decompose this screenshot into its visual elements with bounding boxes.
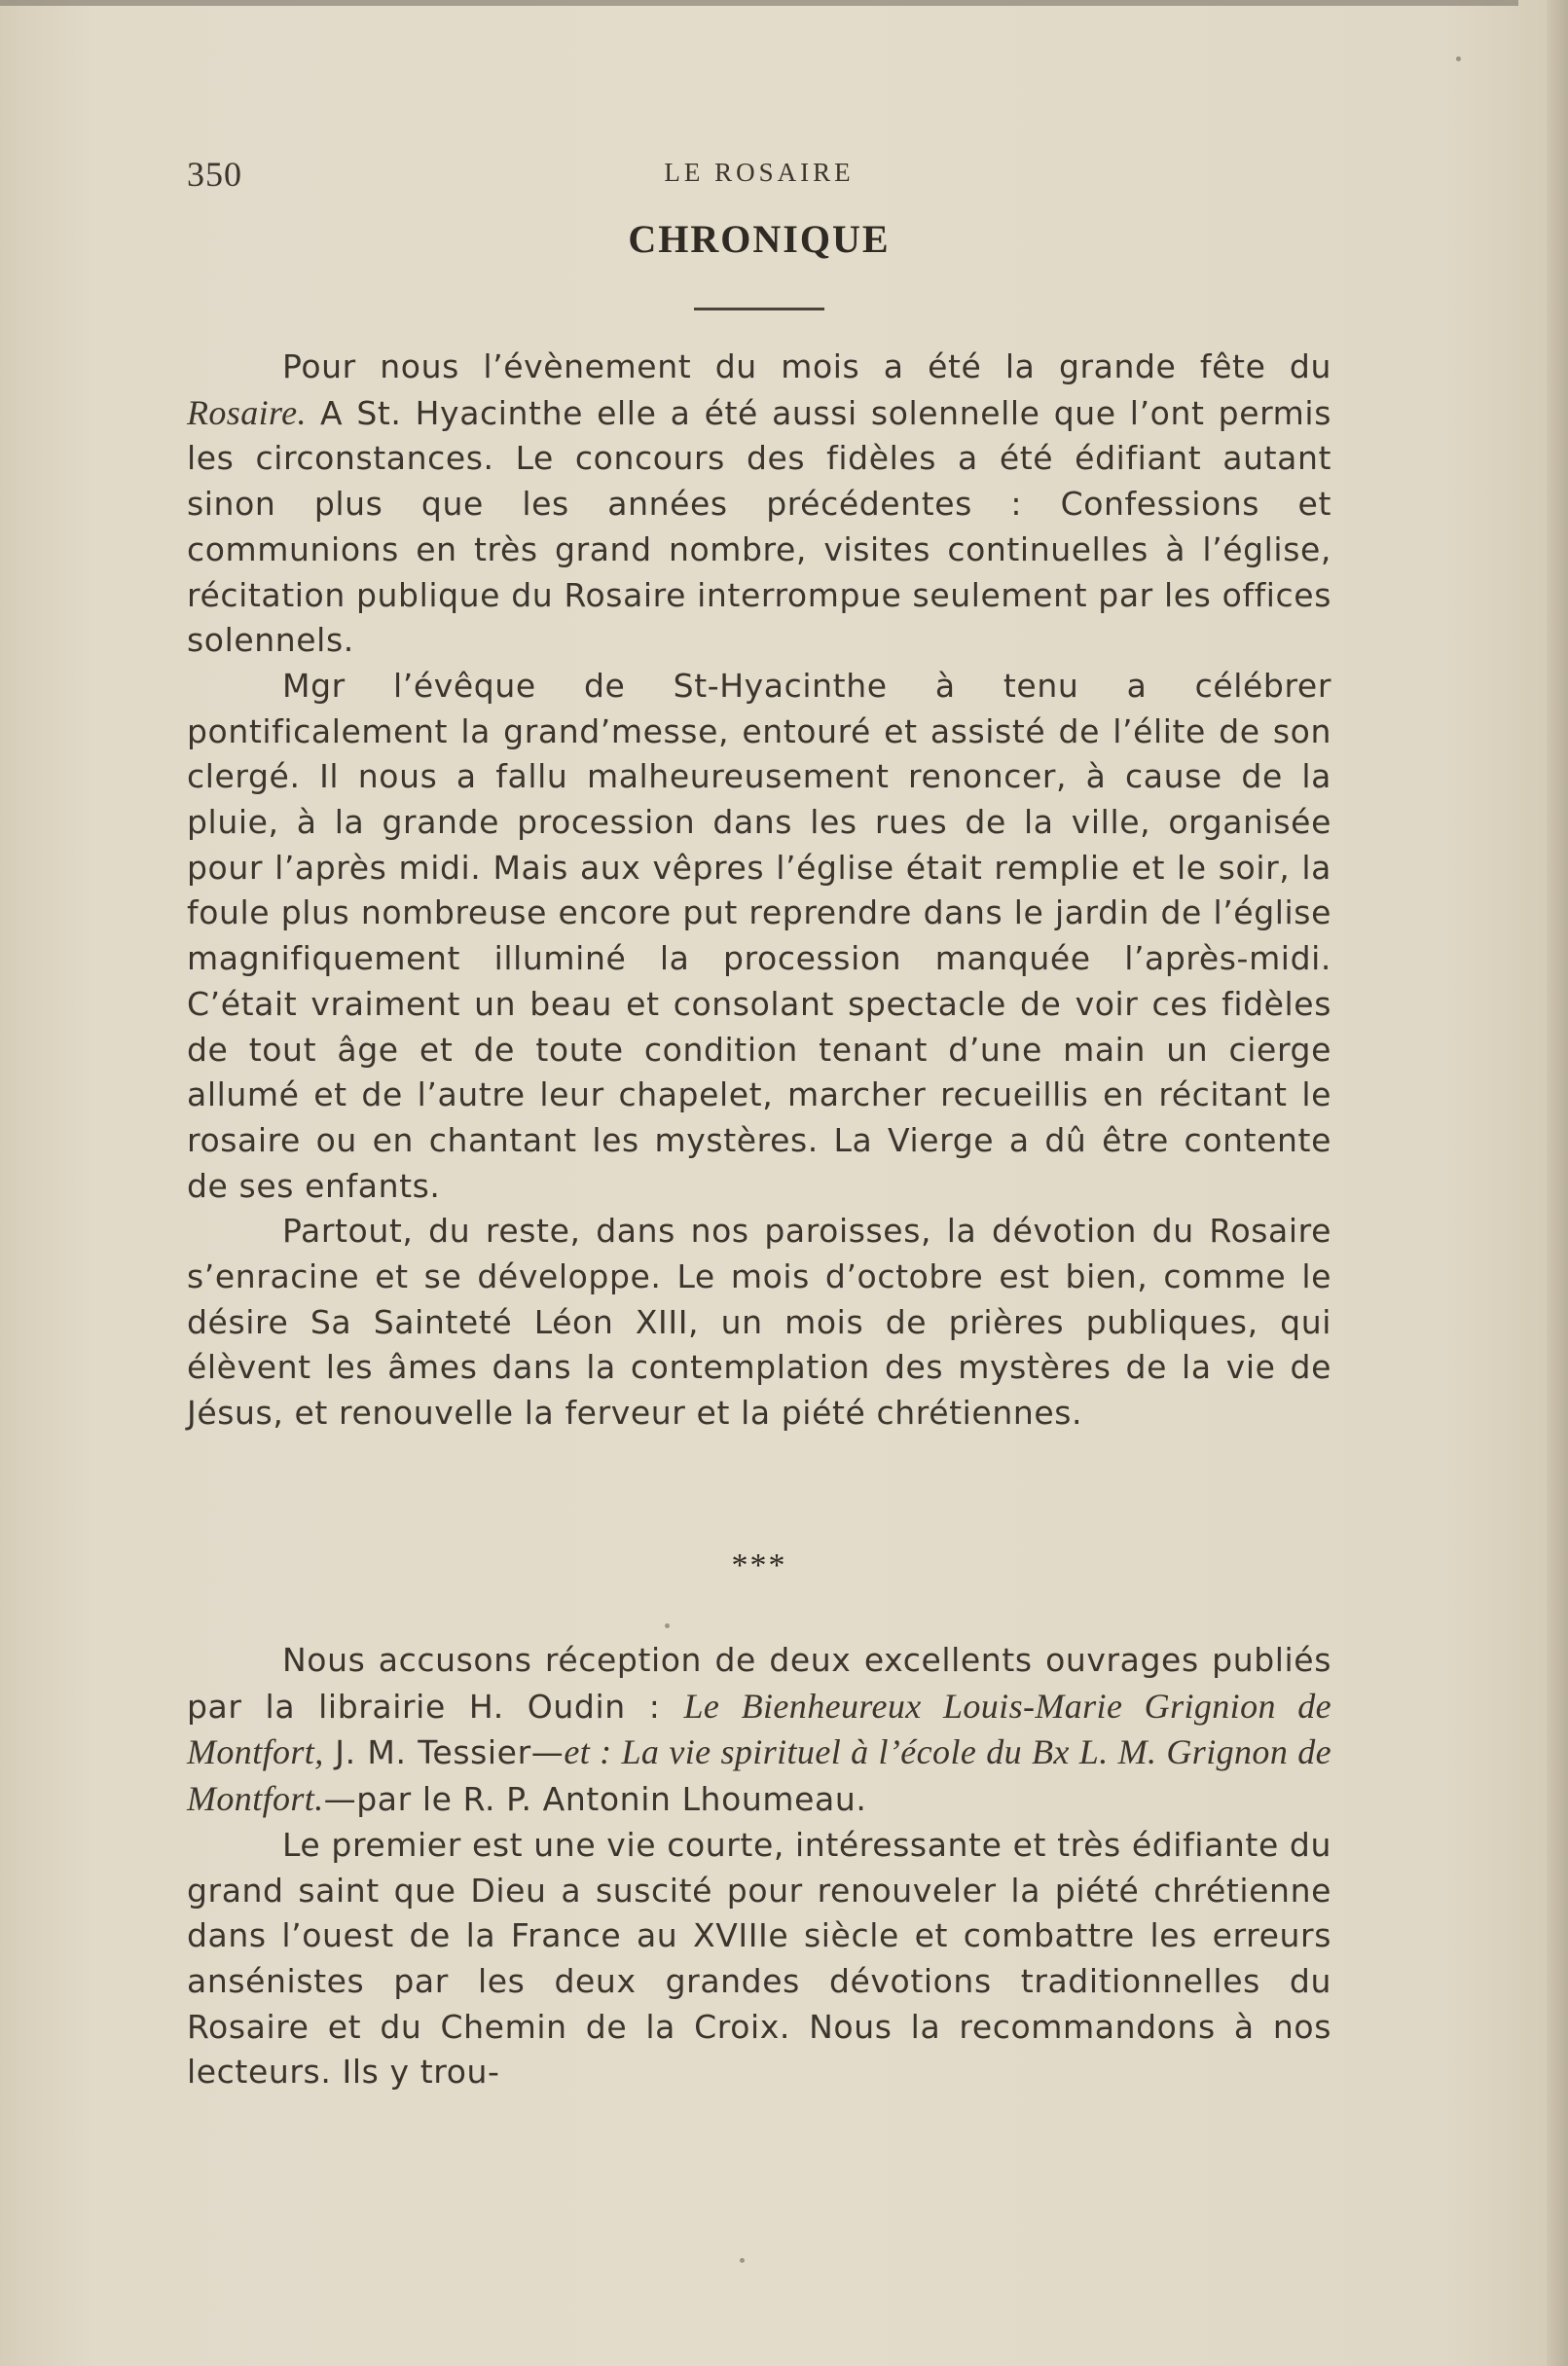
running-head: [187, 154, 1331, 193]
paper-speck: [1456, 56, 1461, 61]
section-title: CHRONIQUE: [628, 217, 891, 261]
paragraph: [187, 1209, 1331, 1437]
italic-title-run: Le Bienheureux Louis-Marie Grignion de Montfort,: [187, 1686, 1331, 1772]
paragraph: [187, 345, 1331, 664]
chronicle-body-part-1: [187, 345, 1331, 1437]
page-right-edge: [1547, 0, 1568, 2366]
title-divider: [694, 308, 824, 310]
italic-title-run: et : La vie spirituel à l’école du Bx L. M. Grignon de Montfort.: [187, 1732, 1331, 1819]
text-run: Mgr l’évêque de St-Hyacinthe à tenu a célébrer pontificalement la grand’messe, entouré et assisté de l’élite de son clergé. Il nous a fallu malheureusement renoncer, à cause de la pluie, à la grande procession dans les rues de la ville, organisée pour l’après midi. Mais aux vêpres l’église était remplie et le soir, la foule plus nombreuse encore put reprendre dans le jardin de l’église magnifiquement illuminé la procession manquée l’après-midi. C’était vraiment un beau et consolant spectacle de voir ces fidèles de tout âge et de toute condition tenant d’une main un cierge allumé et de l’autre leur chapelet, marcher recueillis en récitant le rosaire ou en chantant les mystères. La Vierge a dû être contente de ses enfants.: [187, 666, 1331, 1205]
text-run: Le premier est une vie courte, intéressante et très édifiante du grand saint que Dieu a suscité pour renouveler la piété chrétienne dans l’ouest de la France au XVIIIe siècle et combattre les erreurs ansénistes par les deux grandes dévotions traditionnelles du Rosaire et du Chemin de la Croix. Nous la recommandons à nos lecteurs. Ils y trou-: [187, 1825, 1331, 2092]
text-run: J. M. Tessier—: [323, 1733, 565, 1772]
text-run: A St. Hyacinthe elle a été aussi solennelle que l’ont permis les circonstances. Le concours des fidèles a été édifiant autant sinon plus que les années précédentes : Confessions et communions en très grand nombre, visites continuelles à l’église, récitation publique du Rosaire interrompue seulement par les offices solennels.: [187, 393, 1331, 660]
paper-speck: [665, 1623, 670, 1628]
text-run: Partout, du reste, dans nos paroisses, la dévotion du Rosaire s’enracine et se développe. Le mois d’octobre est bien, comme le désire Sa Sainteté Léon XIII, un mois de prières publiques, qui élèvent les âmes dans la contemplation des mystères de la vie de Jésus, et renouvelle la ferveur et la piété chrétiennes.: [187, 1212, 1331, 1433]
italic-title-run: Rosaire.: [187, 392, 307, 432]
paragraph: [187, 1638, 1331, 1823]
asterism-separator: ***: [731, 1547, 787, 1583]
page-number: 350: [187, 155, 242, 194]
text-run: Nous accusons réception de deux excellents ouvrages publiés par la librairie H. Oudin :: [187, 1641, 1331, 1726]
paragraph: [187, 664, 1331, 1209]
top-edge-rule: [0, 0, 1518, 6]
journal-title: LE ROSAIRE: [664, 158, 855, 187]
text-run: Pour nous l’évènement du mois a été la grande fête du: [282, 347, 1331, 385]
paper-speck: [740, 2258, 745, 2263]
chronicle-body-part-2: [187, 1638, 1331, 2095]
paragraph: [187, 1823, 1331, 2095]
text-run: —par le R. P. Antonin Lhoumeau.: [323, 1780, 867, 1819]
